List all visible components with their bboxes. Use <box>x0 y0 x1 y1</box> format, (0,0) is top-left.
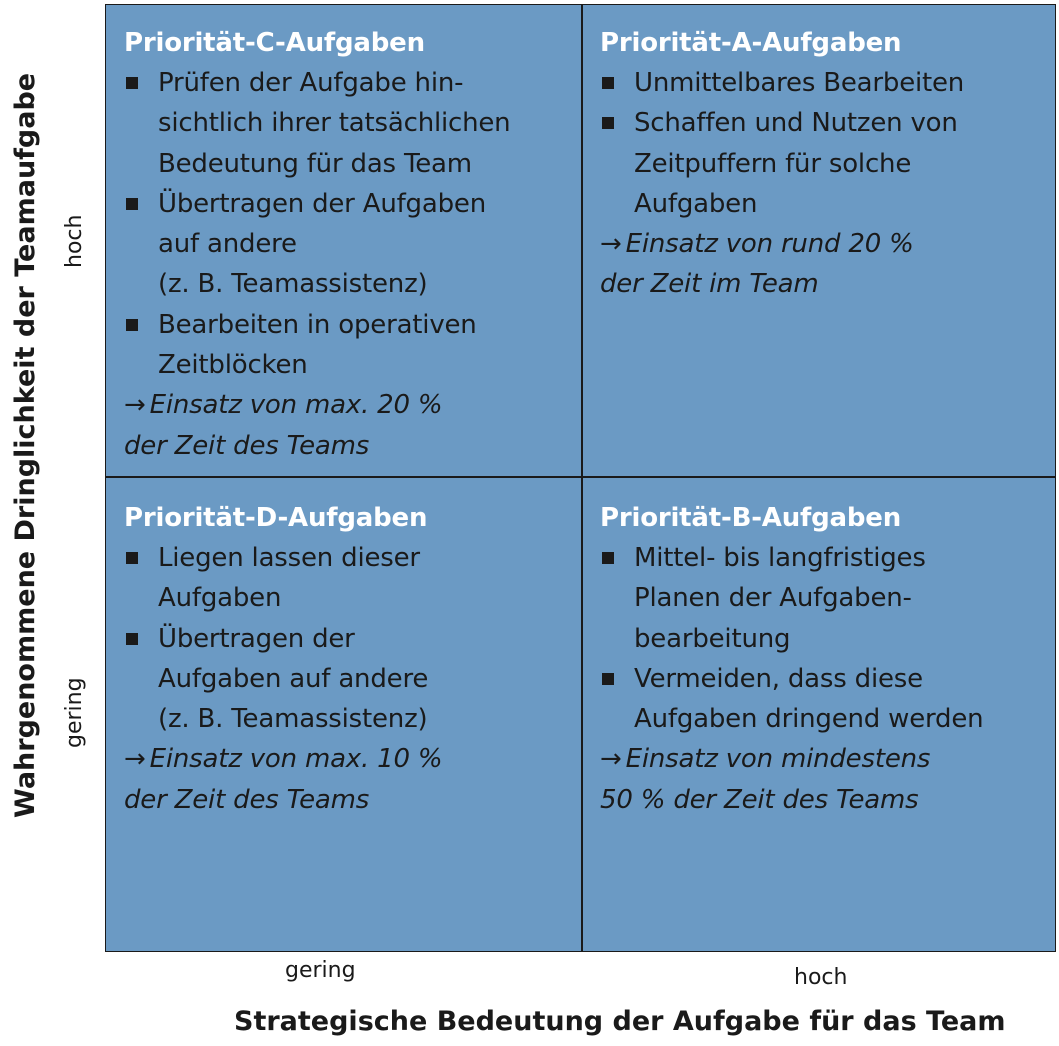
bullet-square-icon <box>126 319 138 331</box>
bullet-square-icon <box>126 633 138 645</box>
priority-matrix <box>105 4 1056 952</box>
time-share-note <box>600 224 1058 305</box>
time-share-note <box>600 739 1058 820</box>
horizontal-divider <box>106 476 1055 478</box>
bullet-text: Liegen lassen dieser Aufgaben <box>158 543 420 614</box>
x-axis-high-label: hoch <box>794 965 848 990</box>
quadrant-title: Priorität-C-Aufgaben <box>124 28 425 58</box>
bullet-square-icon <box>126 77 138 89</box>
bullet-square-icon <box>602 552 614 564</box>
arrow-right-icon: → <box>124 390 146 421</box>
bullet-square-icon <box>602 117 614 129</box>
bullet-item <box>124 184 582 305</box>
bullet-item <box>600 103 1058 224</box>
bullet-text: Bearbeiten in operativen Zeitblöcken <box>158 309 477 381</box>
bullet-square-icon <box>602 77 614 89</box>
bullet-item <box>600 659 1058 740</box>
x-axis-low-label: gering <box>285 958 356 983</box>
arrow-right-icon: → <box>600 229 622 260</box>
quadrant-title: Priorität-D-Aufgaben <box>124 503 428 533</box>
bullet-text: Übertragen der Aufgaben auf andere (z. B. Teamassistenz) <box>158 623 429 735</box>
bullet-square-icon <box>126 552 138 564</box>
time-share-note <box>124 739 582 820</box>
bullet-text: Unmittelbares Bearbeiten <box>634 68 965 98</box>
quadrant-priority-a <box>600 23 1058 305</box>
y-axis-low-label: gering <box>62 677 87 748</box>
y-axis-title-text: Wahrgenommene Dringlichkeit der Teamaufgabe <box>10 72 41 818</box>
bullet-item <box>124 305 582 386</box>
bullet-text: Schaffen und Nutzen von Zeitpuffern für solche Aufgaben <box>634 108 958 219</box>
bullet-text: Mittel- bis langfristiges Planen der Aufgaben- bearbeitung <box>634 543 926 654</box>
time-share-text: Einsatz von max. 20 % der Zeit des Teams <box>124 390 443 461</box>
y-axis-title <box>0 0 41 818</box>
arrow-right-icon: → <box>124 744 146 775</box>
bullet-item <box>124 619 582 740</box>
quadrant-priority-c <box>124 23 582 466</box>
time-share-note <box>124 385 582 466</box>
quadrant-priority-d <box>124 498 582 820</box>
bullet-square-icon <box>602 673 614 685</box>
time-share-text: Einsatz von rund 20 % der Zeit im Team <box>600 229 914 300</box>
bullet-item <box>124 63 582 184</box>
bullet-square-icon <box>126 198 138 210</box>
y-axis-high-label: hoch <box>62 214 87 268</box>
bullet-text: Prüfen der Aufgabe hin- sichtlich ihrer tatsächlichen Bedeutung für das Team <box>158 68 511 179</box>
bullet-text: Übertragen der Aufgaben auf andere (z. B. Teamassistenz) <box>158 188 486 300</box>
quadrant-title: Priorität-B-Aufgaben <box>600 503 902 533</box>
arrow-right-icon: → <box>600 744 622 775</box>
bullet-text: Vermeiden, dass diese Aufgaben dringend werden <box>634 663 984 735</box>
time-share-text: Einsatz von max. 10 % der Zeit des Teams <box>124 744 443 815</box>
quadrant-title: Priorität-A-Aufgaben <box>600 28 902 58</box>
bullet-item <box>600 538 1058 659</box>
bullet-item <box>600 63 1058 103</box>
bullet-item <box>124 538 582 619</box>
quadrant-priority-b <box>600 498 1058 820</box>
x-axis-title: Strategische Bedeutung der Aufgabe für das Team <box>234 1006 1006 1037</box>
time-share-text: Einsatz von mindestens 50 % der Zeit des Teams <box>600 744 931 815</box>
